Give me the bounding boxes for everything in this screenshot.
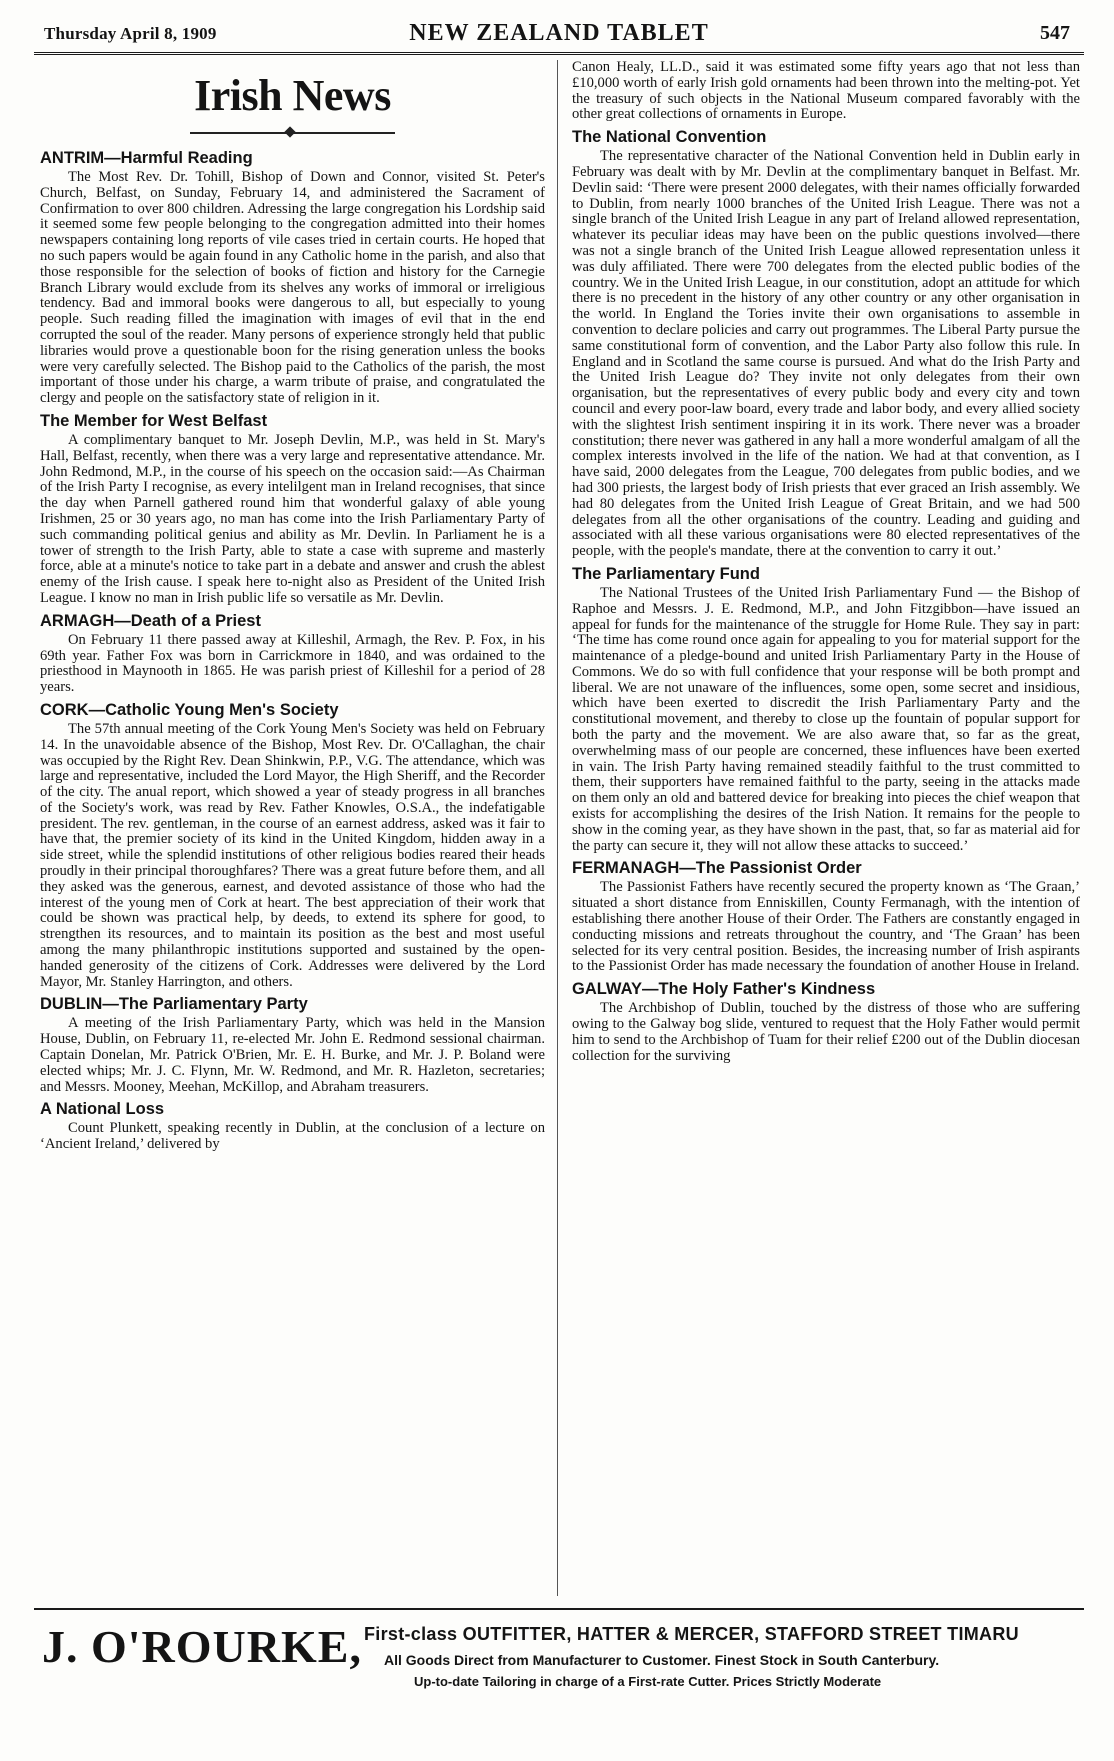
article-heading: ARMAGH—Death of a Priest <box>40 611 261 630</box>
article-heading: DUBLIN—The Parliamentary Party <box>40 995 308 1014</box>
article-paragraph: A complimentary banquet to Mr. Joseph Devlin, M.P., was held in St. Mary's Hall, Belfast, recently, when there was a very large and representative attendance. Mr. John Redmond, M.P., in the course of his speech on the occasion said:—As Chairman of the Irish Party I recognise, as every intelilgent man in Ireland recognises, that since the day when Parnell gathered round him that wonderful galaxy of able young Irishmen, 25 or 30 years ago, no man has come into the Irish Parliamentary Party of such commanding political genius and ability as Mr. Devlin. In Parliament he is a tower of strength to the Irish Party, able to state a case with supreme and masterly force, able at a minute's notice to take part in a debate and answer and crush the ablest enemy of the Irish cause. I speak here to-night also as President of the United Irish League. I know no man in Irish public life so versatile as Mr. Devlin. <box>40 431 545 606</box>
article <box>572 979 1080 1064</box>
article-paragraph: A meeting of the Irish Parliamentary Party, which was held in the Mansion House, Dublin, on February 11, re-elected Mr. John E. Redmond sessional chairman. Captain Donelan, Mr. Patrick O'Brien, Mr. E. H. Burke, and Mr. J. P. Boland were elected whips; Mr. J. C. Flynn, Mr. W. Redmond, and Mr. R. Hazleton, secretaries; and Messrs. Mooney, Meehan, McKillop, and Abraham treasurers. <box>40 1015 545 1095</box>
article <box>572 60 1080 123</box>
article-heading: The National Convention <box>572 128 767 147</box>
advertiser-name: J. O'ROURKE, <box>42 1621 362 1672</box>
article-paragraph: On February 11 there passed away at Killeshil, Armagh, the Rev. P. Fox, in his 69th year. Father Fox was born in Carrickmore in 1840, and was ordained to the priesthood in Maynooth in 1865. He was parish priest of Killeshil for a period of 28 years. <box>40 631 545 696</box>
article-heading: CORK—Catholic Young Men's Society <box>40 700 339 719</box>
publication-title: NEW ZEALAND TABLET <box>409 20 709 46</box>
advertisement <box>34 1608 1084 1730</box>
running-head <box>34 18 1084 55</box>
article-paragraph: The Archbishop of Dublin, touched by the distress of those who are suffering owing to the Galway bog slide, ventured to request that the Holy Father would permit him to send to the Archbishop of Tuam for their relief £200 out of the Dublin diocesan collection for the surviving <box>572 1000 1080 1064</box>
article-paragraph: The Most Rev. Dr. Tohill, Bishop of Down and Connor, visited St. Peter's Church, Belfast, on Sunday, February 14, and administered the Sacrament of Confirmation to over 800 children. Adressing the large congregation his Lordship said it seemed some few people belonging to the congregation admitted into their homes newspapers containing long reports of vile cases tried in certain courts. He hoped that no such papers would be again found in any Catholic home in the parish, and also that those responsible for the selection of books of fiction and history for the Carnegie Branch Library would exclude from its shelves any works of immoral or irreligious tendency. Bad and immoral books were dangerous to all, but especially to young people. Such reading filled the imagination with images of evil that in the end corrupted the soul of the reader. Many persons of experience strongly held that public libraries would prove a questionable boon for the rising generation unless the books were very carefully selected. The Bishop paid to the Catholics of the parish, the most important of those under his charge, a warm tribute of praise, and congratulated the clergy and people on the satisfactory state of religion in it. <box>40 169 545 407</box>
article <box>40 994 545 1095</box>
article <box>40 611 545 696</box>
article <box>572 858 1080 975</box>
article-heading: The Parliamentary Fund <box>572 564 760 583</box>
article-columns <box>34 60 1084 1596</box>
article-heading: FERMANAGH—The Passionist Order <box>572 859 862 878</box>
article-paragraph: The 57th annual meeting of the Cork Young Men's Society was held on February 14. In the unavoidable absence of the Bishop, Most Rev. Dr. O'Callaghan, the chair was occupied by the Right Rev. Dean Shinkwin, P.P., V.G. The attendance, which was large and representative, included the Lord Mayor, the High Sheriff, and the Recorder of the city. The anual report, which showed a year of steady progress in all branches of the Society's work, was read by Rev. Father Knowles, O.S.A., the indefatigable president. The rev. gentleman, in the course of an earnest address, asked was it fair to have that, the premier society of its kind in the United Kingdom, hidden away in a side street, while the splendid institutions of other religious bodies reared their heads proudly in their principal thoroughfares? There was a great future before them, and all they asked was the generous, earnest, and devoted assistance of those who had the interest of the young men of Cork at heart. The best appreciation of their work that could be shown was practical help, by deeds, to extend its sphere for good, to strengthen its resources, and to maintain its position as the best and most useful among the many philanthropic institutions supported and sustained by the open-handed generosity of the citizens of Cork. Addresses were delivered by the Lord Mayor, Mr. Stanley Harrington, and others. <box>40 720 545 990</box>
article-heading: GALWAY—The Holy Father's Kindness <box>572 980 876 999</box>
article <box>40 148 545 407</box>
issue-date: Thursday April 8, 1909 <box>44 24 217 43</box>
advertisement-line-3: Up-to-date Tailoring in charge of a First-rate Cutter. Prices Strictly Moderate <box>414 1674 882 1689</box>
page-number: 547 <box>1040 22 1070 44</box>
article <box>40 1099 545 1153</box>
advertisement-line-2: All Goods Direct from Manufacturer to Customer. Finest Stock in South Canterbury. <box>384 1652 940 1668</box>
article-paragraph: Canon Healy, LL.D., said it was estimated some fifty years ago that not less than £10,000 worth of early Irish gold ornaments had been thrown into the melting-pot. Yet the treasury of such objects in the National Museum compared favorably with the other great collections of ornaments in Europe. <box>572 60 1080 123</box>
newspaper-page <box>34 18 1084 1743</box>
left-column <box>40 60 545 1596</box>
article-heading: A National Loss <box>40 1100 165 1119</box>
advertisement-line-1: First-class OUTFITTER, HATTER & MERCER, STAFFORD STREET TIMARU <box>364 1624 1019 1644</box>
article <box>40 411 545 607</box>
article <box>572 127 1080 560</box>
article <box>40 700 545 991</box>
ornament-divider <box>40 126 545 140</box>
article-heading: ANTRIM—Harmful Reading <box>40 149 253 167</box>
article-paragraph: The Passionist Fathers have recently secured the property known as ‘The Graan,’ situated a short distance from Enniskillen, County Fermanagh, with the intention of establishing there another House of their Order. The Fathers are constantly engaged in conducting missions and retreats throughout the country, and ‘The Graan’ has been selected for its very central position. Besides, the increasing number of Irish aspirants to the Passionist Order has made necessary the foundation of another House in Ireland. <box>572 879 1080 975</box>
article-heading: The Member for West Belfast <box>40 411 268 430</box>
article-paragraph: The National Trustees of the United Irish Parliamentary Fund — the Bishop of Raphoe and Messrs. J. E. Redmond, M.P., and John Fitzgibbon—have issued an appeal for funds for the maintenance of the struggle for Home Rule. They say in part: ‘The time has come round once again for appealing to you for material support for the maintenance of a pledge-bound and united Irish Parliamentary Party in the House of Commons. We do so with full confidence that your response will be both prompt and liberal. We are not unaware of the influences, some open, some secret and insidious, which have been exerted to discredit the Irish Parliamentary Party and the constitutional movement, and thereby to close up the fountain of popular support for both the party and the movement. We are also aware that, so far as the great, overwhelming mass of our people are concerned, these influences have been exerted in vain. The Irish Party having remained steadily faithful to the trust committed to them, their supporters have remained faithful to the party, seeing in the attacks made on them only an old and battered device for breaking into pieces the chief weapon that exists for accomplishing the desires of the Irish Nation. It remains for the people to show in the coming year, as they have shown in the past, that, so far as material aid for the party can secure it, they will not allow these attacks to succeed.’ <box>572 584 1080 854</box>
article-paragraph: Count Plunkett, speaking recently in Dublin, at the conclusion of a lecture on ‘Ancient Ireland,’ delivered by <box>40 1120 545 1153</box>
article <box>572 564 1080 855</box>
section-masthead: Irish News <box>194 71 391 120</box>
column-rule <box>557 60 558 1596</box>
diamond-ornament-icon <box>284 126 295 137</box>
right-column <box>572 60 1080 1596</box>
article-paragraph: The representative character of the National Convention held in Dublin early in February was dealt with by Mr. Devlin at the complimentary banquet in Belfast. Mr. Devlin said: ‘There were present 2000 delegates, with their names officially forwarded to Dublin, from nearly 1000 branches of the United Irish League. There was not a single branch of the United Irish League in any part of Ireland allowed representation, whatever its peculiar ideas may have been on the public questions involved—there was not a single branch of the United Irish League allowed representation unless it was duly affiliated. There were 700 delegates from the elected public bodies of the country. We in the United Irish League, in our constitution, adopt an attitude for which there is no precedent in the history of any other country or any other organisation in the world. In England the Tories invite their own organisations to assemble in convention to declare policies and carry out programmes. The Liberal Party pursue the same constitutional form of convention, and the Labor Party also follow this rule. In England and in Scotland the same course is pursued. And what do the Irish Party and the United Irish League do? They invite not only delegates from their own organisation, but the representatives of every public body and every city and town council and every poor-law board, every trade and labor body, and every allied society with the slightest Irish sentiment inspiring it in its work. There never was a broader constitution; there never was gathered in any hall a more wonderful amalgam of all the complex interests involved in the life of the nation. We had at that convention, as I have said, 2000 delegates from the League, 700 delegates from public bodies, and we had 300 priests, the largest body of Irish priests that ever graced an Irish assembly. We had 80 delegates from the United Irish League of Great Britain, and we had 500 delegates from all the other organisations of the country. Leading and guiding and associated with all these various organisations were 80 elected representatives of the people, with the people's mandate, there at the convention to carry it out.’ <box>572 148 1080 560</box>
